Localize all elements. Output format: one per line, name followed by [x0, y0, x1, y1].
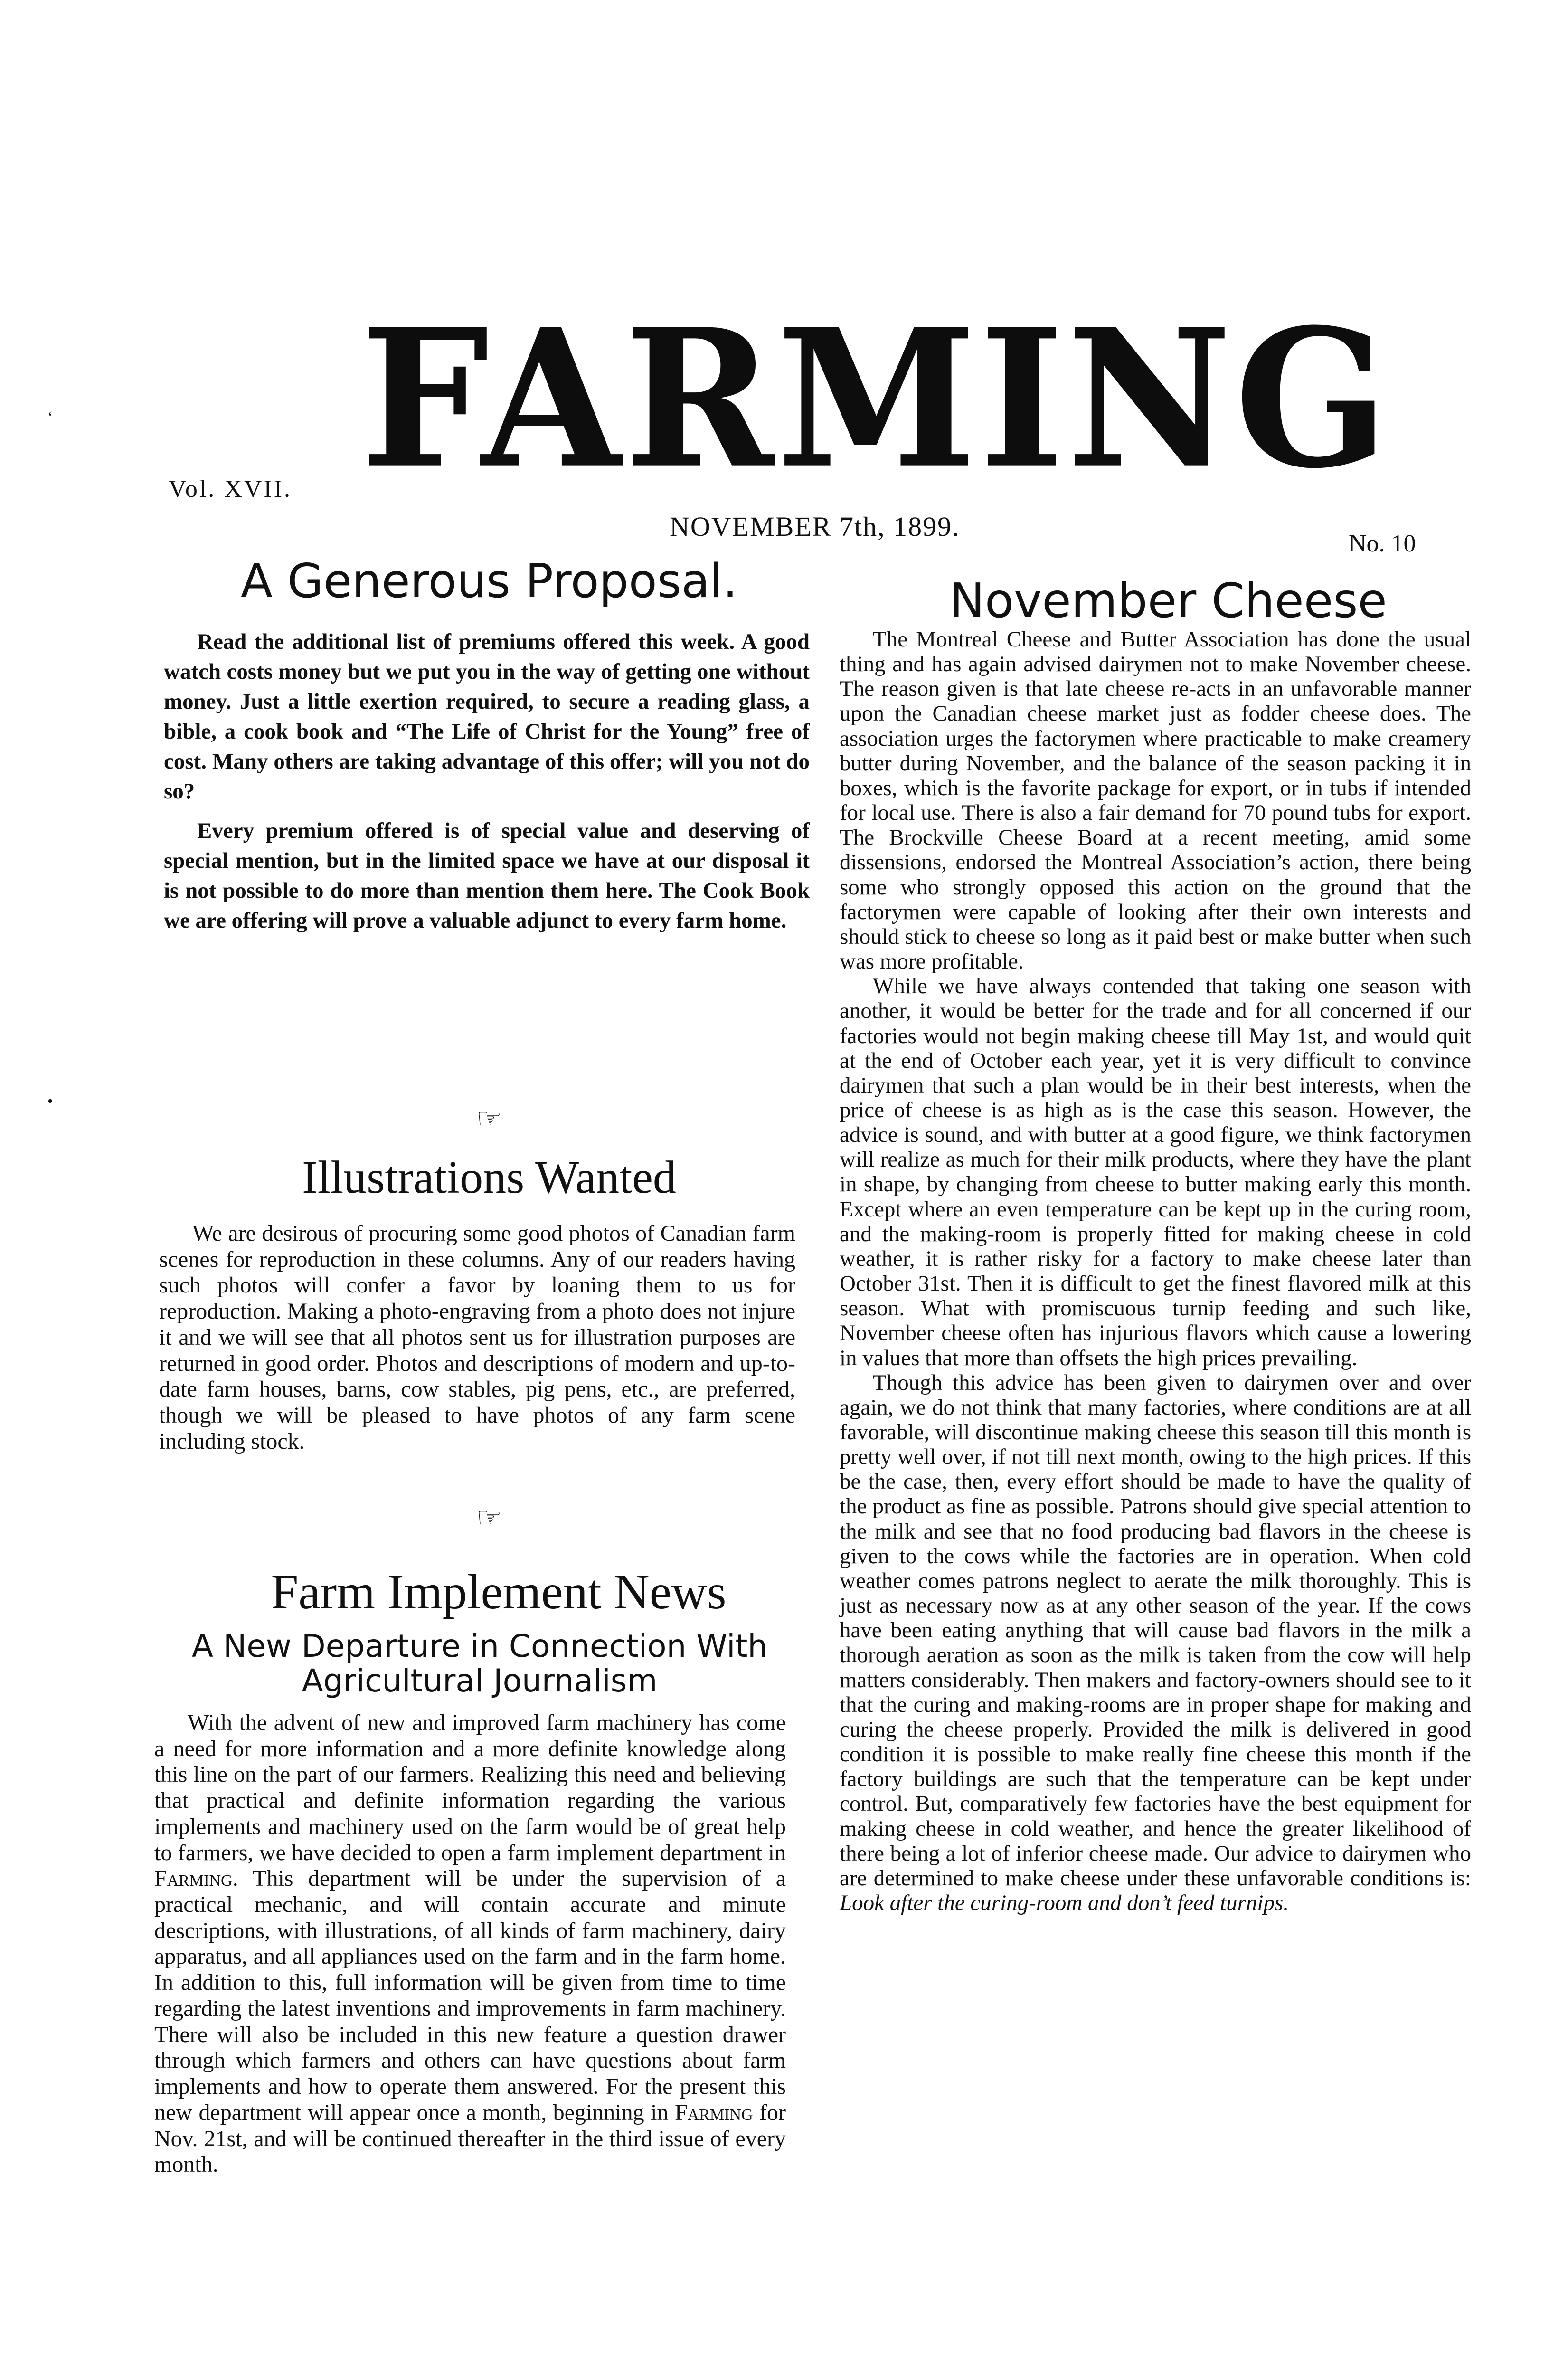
implement-paragraph-1: With the advent of new and improved farm machinery has come a need for more information and a more definite knowledge along this line on the part of our farmers. Realizing this need and believing that practical and definite information regarding the various implements and machinery used on the farm would be of great help to farmers, we have decided to open a farm implement department in Farming. This department will be under the supervision of a practical mechanic, and will contain accurate and minute descriptions, with illustrations, of all kinds of farm machinery, dairy apparatus, and all appliances used on the farm and in the farm home. In addition to this, full information will be given from time to time regarding the latest inventions and improvements in farm machinery. There will also be included in this new feature a question drawer through which farmers and others can have questions about farm implements and how to operate them answered. For the present this new department will appear once a month, beginning in Farming for Nov. 21st, and will be continued thereafter in the third issue of every month. — [154, 1710, 786, 2177]
farming-name: Farming — [154, 1866, 233, 1891]
issue-date: NOVEMBER 7th, 1899. — [670, 511, 960, 542]
scan-mark: • — [47, 1092, 53, 1110]
cheese-paragraph-3: Though this advice has been given to dairymen over and over again, we do not think that many factories, where conditions are at all favorable, will discontinue making cheese this season till this month is pretty well over, if not till next month, owing to the high prices. If this be the case, then, every effort should be made to have the quality of the product as fine as possible. Patrons should give special attention to the milk and see that no food producing bad flavors in the cheese is given to the cows while the factories are in operation. When cold weather comes patrons neglect to aerate the milk thoroughly. This is just as necessary now as at any other season of the year. If the cows have been eating anything that will cause bad flavors in the milk a thorough aeration as soon as the milk is taken from the cow will help matters considerably. Then makers and factory-owners should see to it that the curing and making-rooms are in proper shape for making and curing the cheese properly. Provided the milk is delivered in good condition it is possible to make really fine cheese this month if the factory buildings are such that the temperature can be kept under control. But, comparatively few factories have the best equipment for making cheese in cold weather, and hence the greater likelihood of there being a lot of inferior cheese made. Our advice to dairymen who are determined to make cheese under these unfavorable conditions is: Look after the curing-room and don’t feed turnips. — [840, 1370, 1471, 1915]
cheese-paragraph-2: While we have always contended that taking one season with another, it would be better for the trade and for all concerned if our factories would not begin making cheese till May 1st, and would quit at the end of October each year, yet it is very difficult to convince dairymen that such a plan would be in their best interests, when the price of cheese is as high as is the case this season. However, the advice is sound, and with butter at a good figure, we think factorymen will realize as much for their milk products, where they have the plant in shape, by changing from cheese to butter making early this month. Except where an even temperature can be kept up in the curing room, and the making-room is properly fitted for making cheese in cold weather, it is rather risky for a factory to make cheese later than October 31st. Then it is difficult to get the finest flavored milk at this season. What with promiscuous turnip feeding and such like, November cheese often has injurious flavors which cause a lowering in values that more than offsets the high prices prevailing. — [840, 974, 1471, 1370]
proposal-article — [164, 627, 810, 936]
hand-ornament-icon: ☞ — [476, 1103, 502, 1134]
masthead-title: FARMING — [361, 287, 1392, 511]
volume-number: Vol. XVII. — [169, 475, 293, 503]
hand-ornament-icon: ☞ — [476, 1502, 502, 1533]
implement-article — [154, 1710, 786, 2178]
cheese-advice-italic: Look after the curing-room and don’t feed turnips. — [840, 1890, 1289, 1915]
implement-heading: Farm Implement News — [271, 1565, 727, 1619]
implement-subheading: A New Departure in Connection With Agricultural Journalism — [191, 1628, 768, 1699]
cheese-paragraph-1: The Montreal Cheese and Butter Association has done the usual thing and has again advised dairymen not to make November cheese. The reason given is that late cheese re-acts in an unfavorable manner upon the Canadian cheese market just as fodder cheese does. The association urges the factorymen where practicable to make creamery butter during November, and the balance of the season packing it in boxes, which is the favorite package for export, or in tubs if intended for local use. There is also a fair demand for 70 pound tubs for export. The Brockville Cheese Board at a recent meeting, amid some dissensions, endorsed the Montreal Association’s action, there being some who strongly opposed this action on the ground that the factorymen were capable of looking after their own interests and should stick to cheese so long as it paid best or make butter when such was more profitable. — [840, 627, 1471, 974]
cheese-heading: November Cheese — [949, 573, 1387, 628]
illustrations-article — [159, 1221, 795, 1454]
proposal-paragraph-2: Every premium offered is of special value and deserving of special mention, but in the limited space we have at our disposal it is not possible to do more than mention them here. The Cook Book we are offering will prove a valuable adjunct to every farm home. — [164, 818, 810, 933]
illustrations-heading: Illustrations Wanted — [302, 1152, 676, 1203]
issue-number: No. 10 — [1349, 530, 1416, 557]
cheese-article — [840, 627, 1471, 1915]
illustrations-paragraph-1: We are desirous of procuring some good photos of Canadian farm scenes for reproduction in these columns. Any of our readers having such photos will confer a favor by loaning them to us for reproduction. Making a photo-engraving from a photo does not injure it and we will see that all photos sent us for illustration purposes are returned in good order. Photos and descriptions of modern and up-to-date farm houses, barns, cow stables, pig pens, etc., are preferred, though we will be pleased to have photos of any farm scene including stock. — [159, 1221, 795, 1454]
farming-name: Farming — [674, 2100, 753, 2125]
proposal-paragraph-1: Read the additional list of premiums offered this week. A good watch costs money but we put you in the way of getting one without money. Just a little exertion required, to secure a reading glass, a bible, a cook book and “The Life of Christ for the Young” free of cost. Many others are taking advantage of this offer; will you not do so? — [164, 629, 810, 804]
proposal-heading: A Generous Proposal. — [240, 554, 738, 608]
scan-mark: ‘ — [47, 408, 53, 426]
